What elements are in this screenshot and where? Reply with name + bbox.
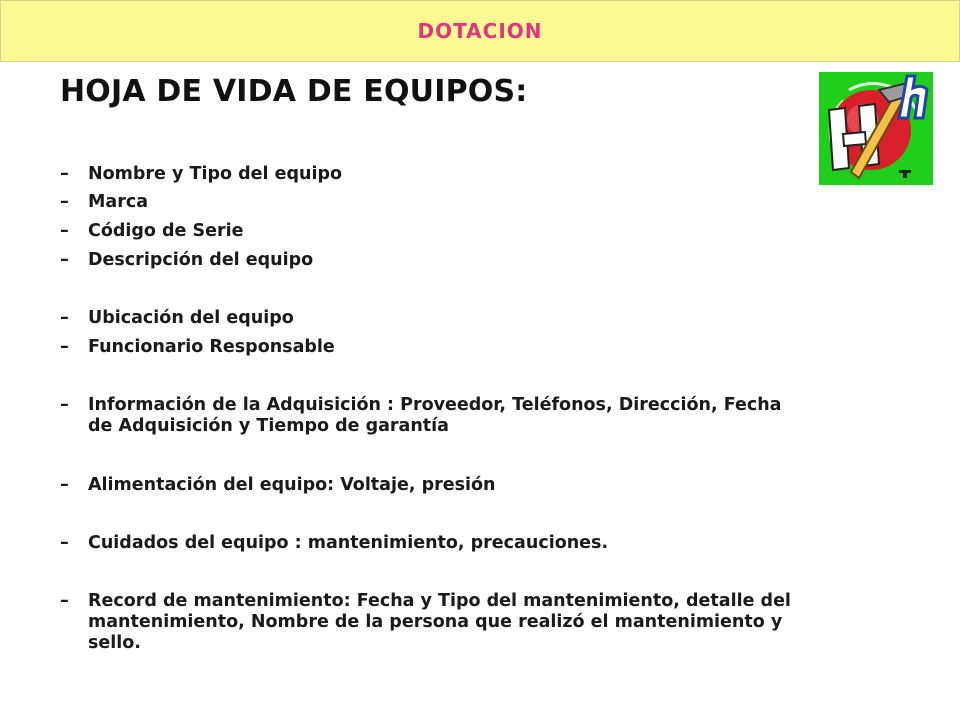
bullet-text: Record de mantenimiento: Fecha y Tipo del mantenimiento, detalle del mantenimiento, Nombre de la persona que realizó el mantenimiento y sello. — [88, 591, 791, 653]
bullet-text: Información de la Adquisición : Proveedor, Teléfonos, Dirección, Fecha de Adquisición y Tiempo de garantía — [88, 395, 782, 436]
list-item — [60, 192, 800, 213]
bullet-dash: – — [60, 395, 69, 415]
list-item — [60, 591, 800, 654]
top-banner — [0, 0, 960, 62]
banner-title: DOTACION — [417, 19, 543, 43]
bullet-dash: – — [60, 337, 69, 357]
bullet-dash: – — [60, 164, 69, 184]
bullet-dash: – — [60, 250, 69, 270]
list-item — [60, 337, 800, 358]
bullet-text: Ubicación del equipo — [88, 308, 294, 328]
list-item — [60, 533, 800, 554]
list-item — [60, 308, 800, 329]
hammer-logo-icon — [819, 72, 933, 185]
list-item — [60, 164, 800, 185]
list-item — [60, 395, 800, 437]
bullet-dash: – — [60, 221, 69, 241]
bullet-dash: – — [60, 308, 69, 328]
bullet-text: Nombre y Tipo del equipo — [88, 164, 342, 184]
bullet-text: Marca — [88, 192, 149, 212]
bullet-dash: – — [60, 475, 69, 495]
bullet-text: Cuidados del equipo : mantenimiento, precauciones. — [88, 533, 609, 553]
list-item — [60, 221, 800, 242]
bullet-text: Código de Serie — [88, 221, 244, 241]
page-title: HOJA DE VIDA DE EQUIPOS: — [60, 74, 528, 109]
bullet-text: Descripción del equipo — [88, 250, 314, 270]
list-item — [60, 475, 800, 496]
bullet-dash: – — [60, 591, 69, 611]
list-item — [60, 250, 800, 271]
bullet-dash: – — [60, 533, 69, 553]
bullet-dash: – — [60, 192, 69, 212]
bullet-text: Alimentación del equipo: Voltaje, presión — [88, 475, 496, 495]
bullet-text: Funcionario Responsable — [88, 337, 335, 357]
hammer-logo-graphic — [819, 72, 933, 185]
